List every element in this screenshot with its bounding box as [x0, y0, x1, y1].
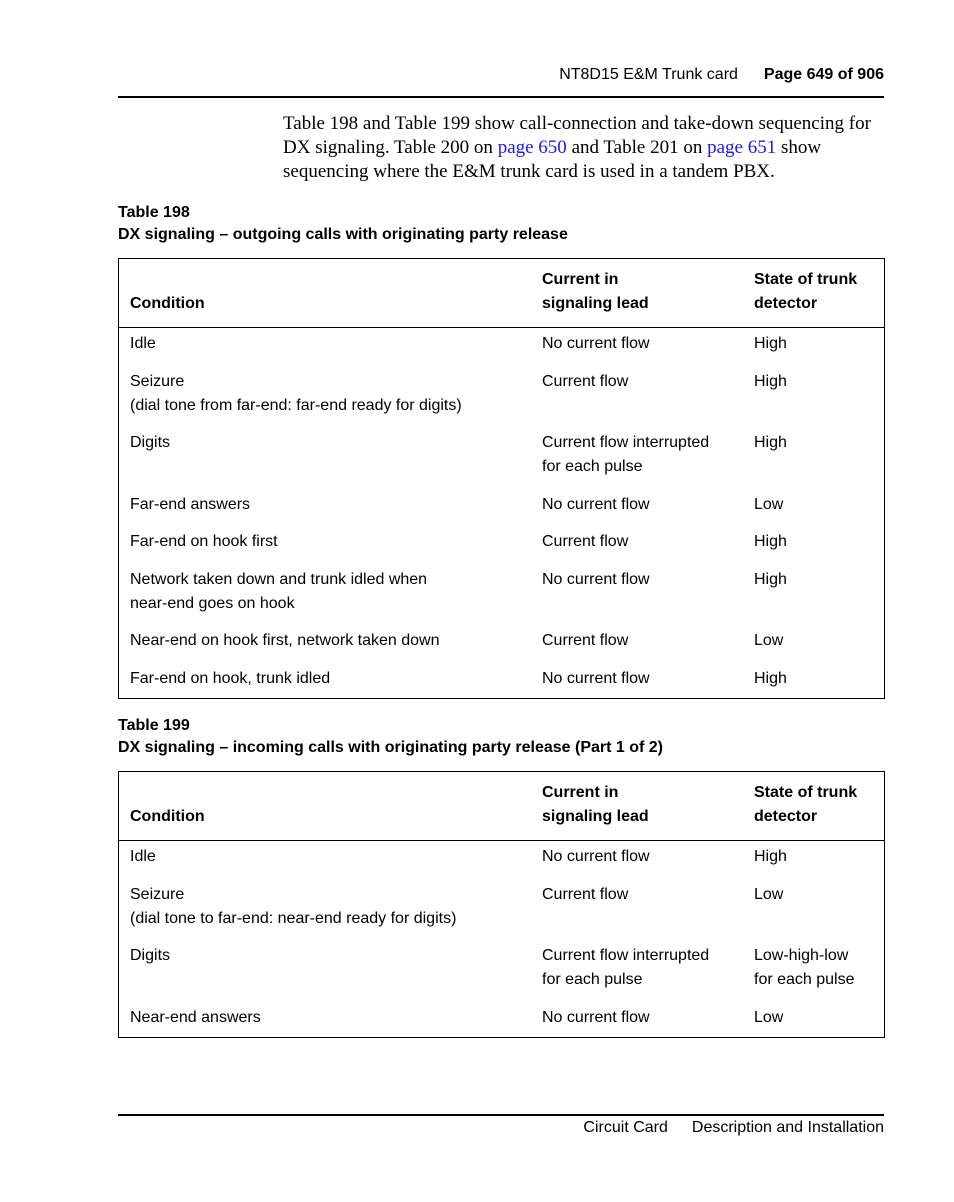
condition-header: Condition: [130, 808, 205, 825]
condition-cell-line: Near-end on hook first, network taken down: [130, 632, 440, 649]
state-header-line-1: State of trunk: [754, 271, 858, 288]
table-198-body: [119, 328, 884, 698]
condition-cell: [130, 1006, 530, 1030]
current-header-line-1: Current in: [542, 271, 619, 288]
page-number: Page 649 of 906: [763, 66, 884, 83]
condition-cell: [130, 370, 530, 418]
table-row: [119, 530, 884, 554]
footer-description: Description and Installation: [691, 1119, 884, 1136]
state-header: [754, 781, 857, 829]
table-199-header: [119, 772, 884, 841]
current-cell-line: Current flow: [542, 632, 629, 649]
table-row: [119, 493, 884, 517]
footer-text: [583, 1119, 884, 1137]
state-header-line-2: detector: [754, 295, 818, 312]
state-cell-line: Low-high-low: [754, 947, 849, 964]
page-header: [118, 64, 884, 98]
table-row: [119, 1006, 884, 1030]
condition-cell-line: Far-end answers: [130, 495, 251, 513]
condition-cell-line: Network taken down and trunk idled when: [130, 570, 428, 588]
state-cell: [754, 568, 879, 592]
state-cell-line: High: [754, 372, 787, 390]
state-cell-line: High: [754, 335, 787, 352]
condition-cell: [130, 944, 530, 968]
state-cell-line: High: [754, 570, 787, 588]
current-cell: [542, 431, 747, 479]
table-row: [119, 883, 884, 931]
state-header: [754, 268, 857, 316]
table-row: [119, 568, 884, 616]
table-row: [119, 845, 884, 869]
current-cell: [542, 530, 747, 554]
intro-text-1: Table 198 and Table 199 show call-connection and take-down sequencing for DX signaling. Table 200 on: [283, 113, 871, 158]
table-198-title: DX signaling – outgoing calls with originating party release: [118, 226, 568, 243]
condition-cell: [130, 493, 530, 517]
condition-cell-line: near-end goes on hook: [130, 594, 295, 612]
state-cell-line: High: [754, 669, 787, 687]
condition-cell-line: Idle: [130, 335, 156, 352]
state-cell: [754, 944, 879, 992]
current-cell-line: No current flow: [542, 335, 650, 352]
condition-cell-line: (dial tone to far-end: near-end ready for digits): [130, 909, 457, 927]
table-row: [119, 370, 884, 418]
current-cell: [542, 332, 747, 356]
condition-cell-line: Far-end on hook first: [130, 533, 278, 550]
table-row: [119, 667, 884, 691]
table-198-label: Table 198: [118, 204, 190, 221]
condition-cell-line: Idle: [130, 848, 156, 865]
current-cell-line: Current flow interrupted: [542, 947, 710, 964]
table-row: [119, 332, 884, 356]
state-cell-line: High: [754, 533, 787, 550]
state-cell: [754, 629, 879, 653]
state-cell: [754, 370, 879, 394]
table-row: [119, 431, 884, 479]
current-header-line-2: signaling lead: [542, 295, 649, 312]
state-cell: [754, 493, 879, 517]
table-198: [118, 258, 885, 699]
state-cell-line: Low: [754, 632, 784, 649]
condition-cell: [130, 568, 530, 616]
current-cell-line: for each pulse: [542, 971, 643, 988]
intro-paragraph: [283, 112, 885, 184]
condition-cell: [130, 431, 530, 455]
condition-cell: [130, 845, 530, 869]
state-cell: [754, 845, 879, 869]
footer-circuit-card: Circuit Card: [583, 1119, 668, 1136]
header-text: [559, 66, 884, 84]
state-cell: [754, 431, 879, 455]
condition-cell-line: Near-end answers: [130, 1008, 261, 1026]
table-199-label: Table 199: [118, 717, 190, 734]
intro-text-2: and Table 201 on: [566, 137, 708, 158]
state-cell-line: for each pulse: [754, 971, 855, 988]
state-header-line-1: State of trunk: [754, 784, 858, 801]
condition-cell: [130, 530, 530, 554]
condition-cell: [130, 667, 530, 691]
current-cell: [542, 667, 747, 691]
condition-cell-line: Digits: [130, 434, 171, 451]
state-cell: [754, 1006, 879, 1030]
state-cell-line: High: [754, 848, 787, 865]
current-header: [542, 268, 649, 316]
current-header-line-1: Current in: [542, 784, 619, 801]
current-cell: [542, 493, 747, 517]
condition-cell-line: (dial tone from far-end: far-end ready for digits): [130, 396, 462, 414]
page-651-link[interactable]: page 651: [707, 137, 777, 158]
current-header: [542, 781, 649, 829]
page-650-link[interactable]: page 650: [497, 137, 567, 158]
table-row: [119, 629, 884, 653]
current-cell: [542, 1006, 747, 1030]
current-cell-line: Current flow: [542, 533, 629, 550]
current-cell: [542, 568, 747, 592]
state-cell: [754, 667, 879, 691]
current-cell: [542, 944, 747, 992]
table-row: [119, 944, 884, 992]
current-cell-line: Current flow: [542, 372, 629, 390]
table-199-body: [119, 841, 884, 1037]
state-header-line-2: detector: [754, 808, 818, 825]
current-cell-line: Current flow: [542, 885, 629, 903]
current-cell-line: No current flow: [542, 495, 650, 513]
table-198-caption: [118, 202, 568, 246]
table-199-caption: [118, 715, 663, 759]
current-cell-line: No current flow: [542, 570, 650, 588]
state-cell-line: Low: [754, 1008, 784, 1026]
condition-cell: [130, 629, 530, 653]
table-198-header: [119, 259, 884, 328]
condition-header: Condition: [130, 295, 205, 312]
current-cell-line: Current flow interrupted: [542, 434, 710, 451]
condition-cell: [130, 332, 530, 356]
state-cell: [754, 332, 879, 356]
state-cell-line: Low: [754, 495, 784, 513]
state-cell-line: Low: [754, 885, 784, 903]
current-cell-line: for each pulse: [542, 458, 643, 475]
state-cell: [754, 883, 879, 907]
current-cell: [542, 845, 747, 869]
current-cell: [542, 370, 747, 394]
condition-cell-line: Seizure: [130, 372, 185, 390]
table-199-title: DX signaling – incoming calls with originating party release (Part 1 of 2): [118, 739, 664, 756]
state-cell-line: High: [754, 434, 787, 451]
intro-text-3: show sequencing where the E&M trunk card is used in a tandem PBX.: [283, 137, 822, 182]
condition-cell-line: Digits: [130, 947, 171, 964]
document-title: NT8D15 E&M Trunk card: [559, 66, 738, 83]
current-cell-line: No current flow: [542, 848, 650, 865]
condition-cell-line: Seizure: [130, 885, 185, 903]
current-cell-line: No current flow: [542, 1008, 650, 1026]
page-footer: [118, 1114, 884, 1146]
table-199: [118, 771, 885, 1038]
current-cell: [542, 629, 747, 653]
current-cell: [542, 883, 747, 907]
condition-cell: [130, 883, 530, 931]
current-header-line-2: signaling lead: [542, 808, 649, 825]
current-cell-line: No current flow: [542, 669, 650, 687]
state-cell: [754, 530, 879, 554]
condition-cell-line: Far-end on hook, trunk idled: [130, 669, 331, 687]
